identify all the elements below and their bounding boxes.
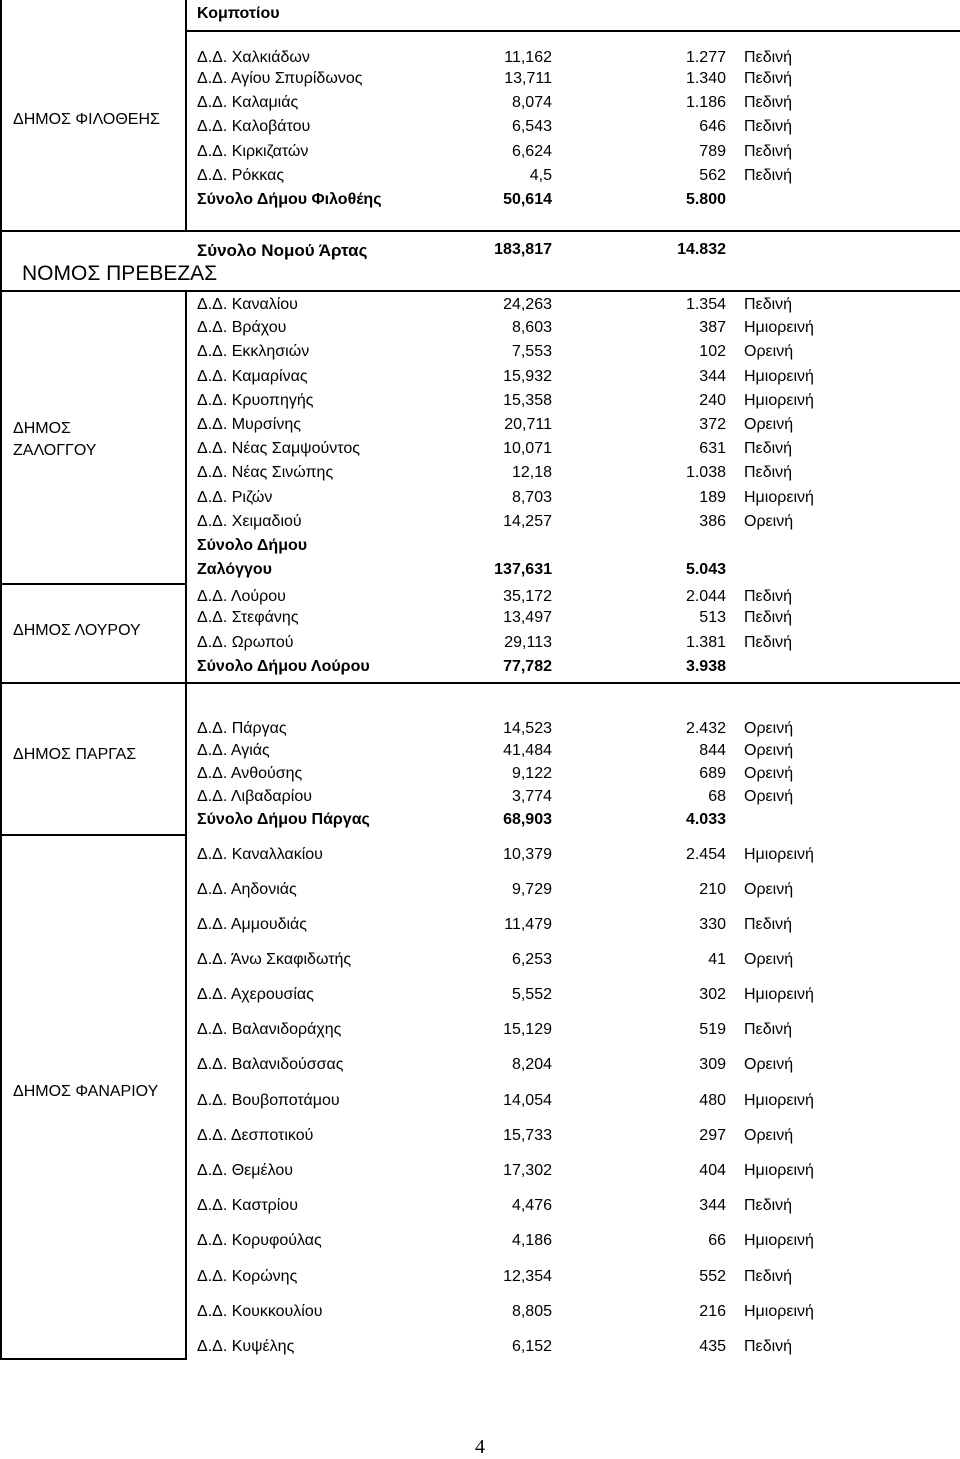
population-value: 309 xyxy=(699,1056,726,1073)
total-area: 68,903 xyxy=(503,811,552,828)
terrain-type: Ημιορεινή xyxy=(744,1092,814,1109)
area-value: 4,476 xyxy=(511,1197,552,1214)
area-value: 4,186 xyxy=(511,1232,552,1249)
area-value: 15,733 xyxy=(503,1127,552,1144)
table-row xyxy=(0,94,960,116)
area-value: 13,711 xyxy=(504,70,552,87)
terrain-type: Πεδινή xyxy=(744,296,793,313)
village-name: Δ.Δ. Βουβοποτάμου xyxy=(197,1092,340,1109)
table-row xyxy=(0,1303,960,1325)
population-value: 344 xyxy=(699,1197,726,1214)
village-name: Δ.Δ. Μυρσίνης xyxy=(197,416,301,433)
terrain-type: Πεδινή xyxy=(744,1197,793,1214)
row-divider xyxy=(0,230,960,232)
row-divider xyxy=(0,834,187,836)
row-divider xyxy=(0,682,960,684)
terrain-type: Ορεινή xyxy=(744,416,794,433)
village-name: Δ.Δ. Ωρωπού xyxy=(197,634,294,651)
row-divider xyxy=(185,30,960,32)
area-value: 9,729 xyxy=(511,881,552,898)
municipality-louros: ΔΗΜΟΣ ΛΟΥΡΟΥ xyxy=(13,622,141,639)
municipality-filothei: ΔΗΜΟΣ ΦΙΛΟΘΕΗΣ xyxy=(13,111,160,128)
table-row xyxy=(0,986,960,1008)
terrain-type: Πεδινή xyxy=(744,70,793,87)
area-value: 8,703 xyxy=(511,489,552,506)
area-value: 6,624 xyxy=(511,143,552,160)
village-name: Δ.Δ. Καναλίου xyxy=(197,296,298,313)
table-row xyxy=(0,916,960,938)
village-name: Δ.Δ. Κρυοπηγής xyxy=(197,392,314,409)
area-value: 8,204 xyxy=(511,1056,552,1073)
table-row xyxy=(0,1021,960,1043)
population-value: 372 xyxy=(699,416,726,433)
area-value: 20,711 xyxy=(504,416,552,433)
row-divider xyxy=(0,583,187,585)
village-name: Δ.Δ. Καλαμιάς xyxy=(197,94,299,111)
area-value: 24,263 xyxy=(503,296,552,313)
total-row xyxy=(0,811,960,833)
population-value: 646 xyxy=(699,118,726,135)
table-row xyxy=(0,343,960,365)
population-value: 297 xyxy=(699,1127,726,1144)
total-label: Σύνολο Δήμου Φιλοθέης xyxy=(197,191,382,208)
total-label-line2: Ζαλόγγου xyxy=(197,561,272,578)
municipality-zalongo-line1: ΔΗΜΟΣ xyxy=(13,420,71,437)
page-number: 4 xyxy=(475,1436,485,1458)
village-name: Δ.Δ. Αηδονιάς xyxy=(197,881,297,898)
village-name: Δ.Δ. Κορώνης xyxy=(197,1268,298,1285)
total-row xyxy=(0,561,960,583)
population-value: 1.381 xyxy=(685,634,726,651)
village-name: Δ.Δ. Ανθούσης xyxy=(197,765,303,782)
area-value: 14,523 xyxy=(503,720,552,737)
terrain-type: Ορεινή xyxy=(744,788,794,805)
population-value: 2.432 xyxy=(685,720,726,737)
village-name: Δ.Δ. Ρόκκας xyxy=(197,167,285,184)
area-value: 11,479 xyxy=(504,916,552,933)
table-row xyxy=(0,846,960,868)
village-name: Δ.Δ. Αχερουσίας xyxy=(197,986,314,1003)
area-value: 11,162 xyxy=(504,49,552,66)
population-value: 330 xyxy=(699,916,726,933)
total-population: 5.800 xyxy=(685,191,726,208)
table-row xyxy=(0,1162,960,1184)
terrain-type: Ορεινή xyxy=(744,765,794,782)
terrain-type: Πεδινή xyxy=(744,167,793,184)
table-row xyxy=(0,440,960,462)
village-name: Δ.Δ. Ριζών xyxy=(197,489,273,506)
table-row xyxy=(0,296,960,318)
village-name: Δ.Δ. Κουκκουλίου xyxy=(197,1303,323,1320)
area-value: 4,5 xyxy=(529,167,552,184)
total-area: 137,631 xyxy=(494,561,552,578)
terrain-type: Πεδινή xyxy=(744,464,793,481)
area-value: 15,358 xyxy=(503,392,552,409)
population-value: 513 xyxy=(699,609,726,626)
terrain-type: Ημιορεινή xyxy=(744,392,814,409)
table-row xyxy=(0,143,960,165)
terrain-type: Πεδινή xyxy=(744,916,793,933)
village-name: Δ.Δ. Πάργας xyxy=(197,720,287,737)
village-name: Δ.Δ. Εκκλησιών xyxy=(197,343,310,360)
village-name: Δ.Δ. Χαλκιάδων xyxy=(197,49,310,66)
village-name: Δ.Δ. Λούρου xyxy=(197,588,286,605)
area-value: 3,774 xyxy=(511,788,552,805)
terrain-type: Ορεινή xyxy=(744,1056,794,1073)
area-value: 13,497 xyxy=(503,609,552,626)
table-row xyxy=(0,49,960,71)
population-value: 387 xyxy=(699,319,726,336)
area-value: 41,484 xyxy=(503,742,552,759)
village-name: Δ.Δ. Λιβαδαρίου xyxy=(197,788,312,805)
population-value: 2.044 xyxy=(685,588,726,605)
municipality-parga: ΔΗΜΟΣ ΠΑΡΓΑΣ xyxy=(13,746,137,763)
population-value: 302 xyxy=(699,986,726,1003)
terrain-type: Πεδινή xyxy=(744,1268,793,1285)
area-value: 6,543 xyxy=(511,118,552,135)
terrain-type: Πεδινή xyxy=(744,118,793,135)
population-value: 68 xyxy=(708,788,726,805)
village-name: Δ.Δ. Κυψέλης xyxy=(197,1338,295,1355)
village-name: Δ.Δ. Αμμουδιάς xyxy=(197,916,308,933)
population-value: 1.277 xyxy=(685,49,726,66)
population-value: 562 xyxy=(699,167,726,184)
terrain-type: Ορεινή xyxy=(744,881,794,898)
population-value: 189 xyxy=(699,489,726,506)
total-population: 4.033 xyxy=(685,811,726,828)
village-name: Δ.Δ. Κορυφούλας xyxy=(197,1232,322,1249)
area-value: 5,552 xyxy=(511,986,552,1003)
terrain-type: Πεδινή xyxy=(744,94,793,111)
village-name: Δ.Δ. Στεφάνης xyxy=(197,609,299,626)
village-name: Δ.Δ. Νέας Σαμψούντος xyxy=(197,440,360,457)
total-row xyxy=(0,191,960,213)
total-row xyxy=(0,658,960,680)
area-value: 29,113 xyxy=(504,634,552,651)
terrain-type: Ημιορεινή xyxy=(744,319,814,336)
table-row xyxy=(0,319,960,341)
area-value: 8,805 xyxy=(511,1303,552,1320)
population-value: 435 xyxy=(699,1338,726,1355)
population-value: 1.186 xyxy=(685,94,726,111)
area-value: 12,18 xyxy=(511,464,552,481)
population-value: 216 xyxy=(699,1303,726,1320)
table-row xyxy=(0,489,960,511)
table-row xyxy=(0,720,960,742)
table-row xyxy=(0,951,960,973)
table-row xyxy=(0,118,960,140)
table-row xyxy=(0,1197,960,1219)
total-area: 77,782 xyxy=(503,658,552,675)
total-population: 14.832 xyxy=(677,241,726,258)
terrain-type: Πεδινή xyxy=(744,588,793,605)
terrain-type: Ημιορεινή xyxy=(744,368,814,385)
top-label: Κομποτίου xyxy=(197,5,280,22)
terrain-type: Πεδινή xyxy=(744,1021,793,1038)
table-row xyxy=(0,513,960,535)
terrain-type: Ορεινή xyxy=(744,513,794,530)
table-row xyxy=(0,1338,960,1360)
area-value: 12,354 xyxy=(503,1268,552,1285)
row-divider xyxy=(0,290,960,292)
table-row xyxy=(0,788,960,810)
terrain-type: Πεδινή xyxy=(744,634,793,651)
population-value: 844 xyxy=(699,742,726,759)
area-value: 8,603 xyxy=(511,319,552,336)
population-value: 404 xyxy=(699,1162,726,1179)
terrain-type: Ημιορεινή xyxy=(744,1303,814,1320)
table-row xyxy=(0,464,960,486)
municipality-zalongo-line2: ΖΑΛΟΓΓΟΥ xyxy=(13,442,97,459)
population-value: 689 xyxy=(699,765,726,782)
area-value: 17,302 xyxy=(503,1162,552,1179)
area-value: 15,932 xyxy=(503,368,552,385)
village-name: Δ.Δ. Βαλανιδοράχης xyxy=(197,1021,342,1038)
municipality-fanari: ΔΗΜΟΣ ΦΑΝΑΡΙΟΥ xyxy=(13,1083,159,1100)
table-row xyxy=(0,1092,960,1114)
terrain-type: Πεδινή xyxy=(744,49,793,66)
area-value: 8,074 xyxy=(511,94,552,111)
table-row xyxy=(0,167,960,189)
area-value: 15,129 xyxy=(503,1021,552,1038)
table-row xyxy=(0,368,960,390)
total-area: 183,817 xyxy=(494,241,552,258)
table-row xyxy=(0,1056,960,1078)
population-value: 41 xyxy=(708,951,726,968)
terrain-type: Πεδινή xyxy=(744,440,793,457)
area-value: 6,152 xyxy=(511,1338,552,1355)
total-row xyxy=(0,241,960,263)
table-row xyxy=(0,416,960,438)
population-value: 631 xyxy=(699,440,726,457)
village-name: Δ.Δ. Καστρίου xyxy=(197,1197,298,1214)
population-value: 519 xyxy=(699,1021,726,1038)
terrain-type: Ορεινή xyxy=(744,343,794,360)
total-label: Σύνολο Δήμου Πάργας xyxy=(197,811,370,828)
total-label: Σύνολο Δήμου Λούρου xyxy=(197,658,370,675)
terrain-type: Ορεινή xyxy=(744,742,794,759)
terrain-type: Ημιορεινή xyxy=(744,1232,814,1249)
village-name: Δ.Δ. Χειμαδιού xyxy=(197,513,302,530)
table-row xyxy=(0,1127,960,1149)
nomos-label: ΝΟΜΟΣ ΠΡΕΒΕΖΑΣ xyxy=(22,262,218,285)
area-value: 6,253 xyxy=(511,951,552,968)
terrain-type: Ημιορεινή xyxy=(744,846,814,863)
terrain-type: Ορεινή xyxy=(744,720,794,737)
village-name: Δ.Δ. Θεμέλου xyxy=(197,1162,294,1179)
area-value: 10,071 xyxy=(503,440,552,457)
terrain-type: Ημιορεινή xyxy=(744,986,814,1003)
population-value: 210 xyxy=(699,881,726,898)
terrain-type: Ορεινή xyxy=(744,1127,794,1144)
village-name: Δ.Δ. Άνω Σκαφιδωτής xyxy=(197,951,352,968)
area-value: 14,054 xyxy=(503,1092,552,1109)
village-name: Δ.Δ. Καμαρίνας xyxy=(197,368,308,385)
village-name: Δ.Δ. Αγιάς xyxy=(197,742,270,759)
terrain-type: Πεδινή xyxy=(744,609,793,626)
table-row xyxy=(0,765,960,787)
total-area: 50,614 xyxy=(503,191,552,208)
village-name: Δ.Δ. Αγίου Σπυρίδωνος xyxy=(197,70,363,87)
total-label: Σύνολο Νομού Άρτας xyxy=(197,241,368,260)
population-value: 2.454 xyxy=(685,846,726,863)
table-row xyxy=(0,742,960,764)
table-row xyxy=(0,881,960,903)
area-value: 9,122 xyxy=(511,765,552,782)
table-row xyxy=(0,609,960,631)
terrain-type: Ημιορεινή xyxy=(744,1162,814,1179)
village-name: Δ.Δ. Δεσποτικού xyxy=(197,1127,314,1144)
terrain-type: Πεδινή xyxy=(744,143,793,160)
population-value: 1.354 xyxy=(685,296,726,313)
village-name: Δ.Δ. Καναλλακίου xyxy=(197,846,323,863)
population-value: 344 xyxy=(699,368,726,385)
population-value: 1.038 xyxy=(685,464,726,481)
population-value: 480 xyxy=(699,1092,726,1109)
table-row xyxy=(0,1268,960,1290)
terrain-type: Ημιορεινή xyxy=(744,489,814,506)
population-value: 66 xyxy=(708,1232,726,1249)
terrain-type: Πεδινή xyxy=(744,1338,793,1355)
population-value: 789 xyxy=(699,143,726,160)
population-value: 102 xyxy=(699,343,726,360)
area-value: 14,257 xyxy=(503,513,552,530)
terrain-type: Ορεινή xyxy=(744,951,794,968)
population-value: 240 xyxy=(699,392,726,409)
area-value: 35,172 xyxy=(503,588,552,605)
total-label-line1: Σύνολο Δήμου xyxy=(197,537,308,554)
population-value: 552 xyxy=(699,1268,726,1285)
table-row xyxy=(0,70,960,92)
village-name: Δ.Δ. Νέας Σινώπης xyxy=(197,464,334,481)
village-name: Δ.Δ. Κιρκιζατών xyxy=(197,143,309,160)
village-name: Δ.Δ. Βράχου xyxy=(197,319,287,336)
table-row xyxy=(0,588,960,610)
population-value: 1.340 xyxy=(685,70,726,87)
total-population: 5.043 xyxy=(685,561,726,578)
table-row xyxy=(0,392,960,414)
area-value: 7,553 xyxy=(511,343,552,360)
table-row xyxy=(0,634,960,656)
population-value: 386 xyxy=(699,513,726,530)
area-value: 10,379 xyxy=(503,846,552,863)
village-name: Δ.Δ. Βαλανιδούσσας xyxy=(197,1056,344,1073)
village-name: Δ.Δ. Καλοβάτου xyxy=(197,118,311,135)
total-population: 3.938 xyxy=(685,658,726,675)
table-row xyxy=(0,1232,960,1254)
